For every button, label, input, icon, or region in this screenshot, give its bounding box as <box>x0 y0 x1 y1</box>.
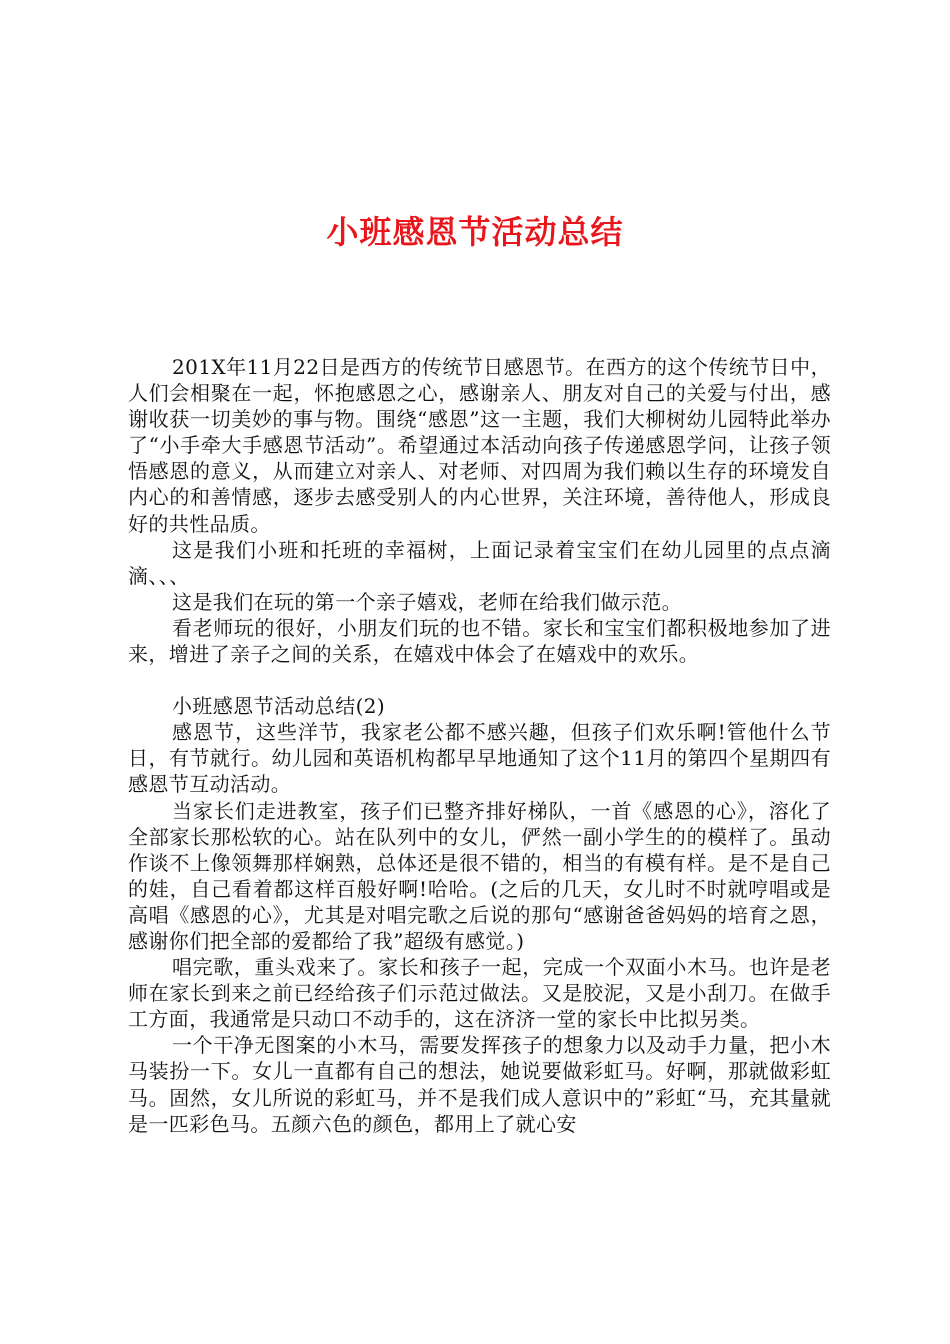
section-heading-2: 小班感恩节活动总结(2) <box>172 694 386 719</box>
document-body <box>128 354 831 1137</box>
document-title: 小班感恩节活动总结 <box>326 213 624 251</box>
paragraph-wooden-horse: 唱完歌，重头戏来了。家长和孩子一起，完成一个双面小木马。也许是老师在家长到来之前已经给孩子们示范过做法。又是胶泥，又是小刮刀。在做手工方面，我通常是只动口不动手的，这在济济一堂的家长中比拟另类。 <box>128 955 831 1032</box>
paragraph-happiness-tree: 这是我们小班和托班的幸福树，上面记录着宝宝们在幼儿园里的点点滴滴、、、 <box>128 537 831 588</box>
paragraph-first-game: 这是我们在玩的第一个亲子嬉戏，老师在给我们做示范。 <box>172 589 682 614</box>
paragraph-parents-join: 看老师玩的很好，小朋友们玩的也不错。家长和宝宝们都积极地参加了进来，增进了亲子之间的关系，在嬉戏中体会了在嬉戏中的欢乐。 <box>128 615 831 667</box>
paragraph-rainbow-horse: 一个干净无图案的小木马，需要发挥孩子的想象力以及动手力量，把小木马装扮一下。女儿一直都有自己的想法，她说要做彩虹马。好啊，那就做彩虹马。固然，女儿所说的彩虹马，并不是我们成人意识中的”彩虹“马，充其量就是一匹彩色马。五颜六色的颜色，都用上了就心安 <box>128 1033 831 1136</box>
paragraph-intro: 201X年11月22日是西方的传统节日感恩节。在西方的这个传统节日中，人们会相聚在一起，怀抱感恩之心，感谢亲人、朋友对自己的关爱与付出，感谢收获一切美妙的事与物。围绕“感恩”这一主题，我们大柳树幼儿园特此举办了“小手牵大手感恩节活动”。希望通过本活动向孩子传递感恩学问，让孩子领悟感恩的意义，从而建立对亲人、对老师、对四周为我们赖以生存的环境发自内心的和善情感，逐步去感受别人的内心世界，关注环境，善待他人，形成良好的共性品质。 <box>128 355 831 536</box>
paragraph-thanksgiving: 感恩节，这些洋节，我家老公都不感兴趣，但孩子们欢乐啊!管他什么节日，有节就行。幼儿园和英语机构都早早地通知了这个11月的第四个星期四有感恩节互动活动。 <box>128 720 831 797</box>
paragraph-classroom-song: 当家长们走进教室，孩子们已整齐排好梯队，一首《感恩的心》，溶化了全部家长那松软的心。站在队列中的女儿，俨然一副小学生的的模样了。虽动作谈不上像领舞那样娴熟，总体还是很不错的，相当的有模有样。是不是自己的娃，自己看着都这样百般好啊!哈哈。(之后的几天，女儿时不时就哼唱或是高唱《感恩的心》，尤其是对唱完歌之后说的那句“感谢爸爸妈妈的培育之恩，感谢你们把全部的爱都给了我”超级有感觉。) <box>128 798 831 953</box>
